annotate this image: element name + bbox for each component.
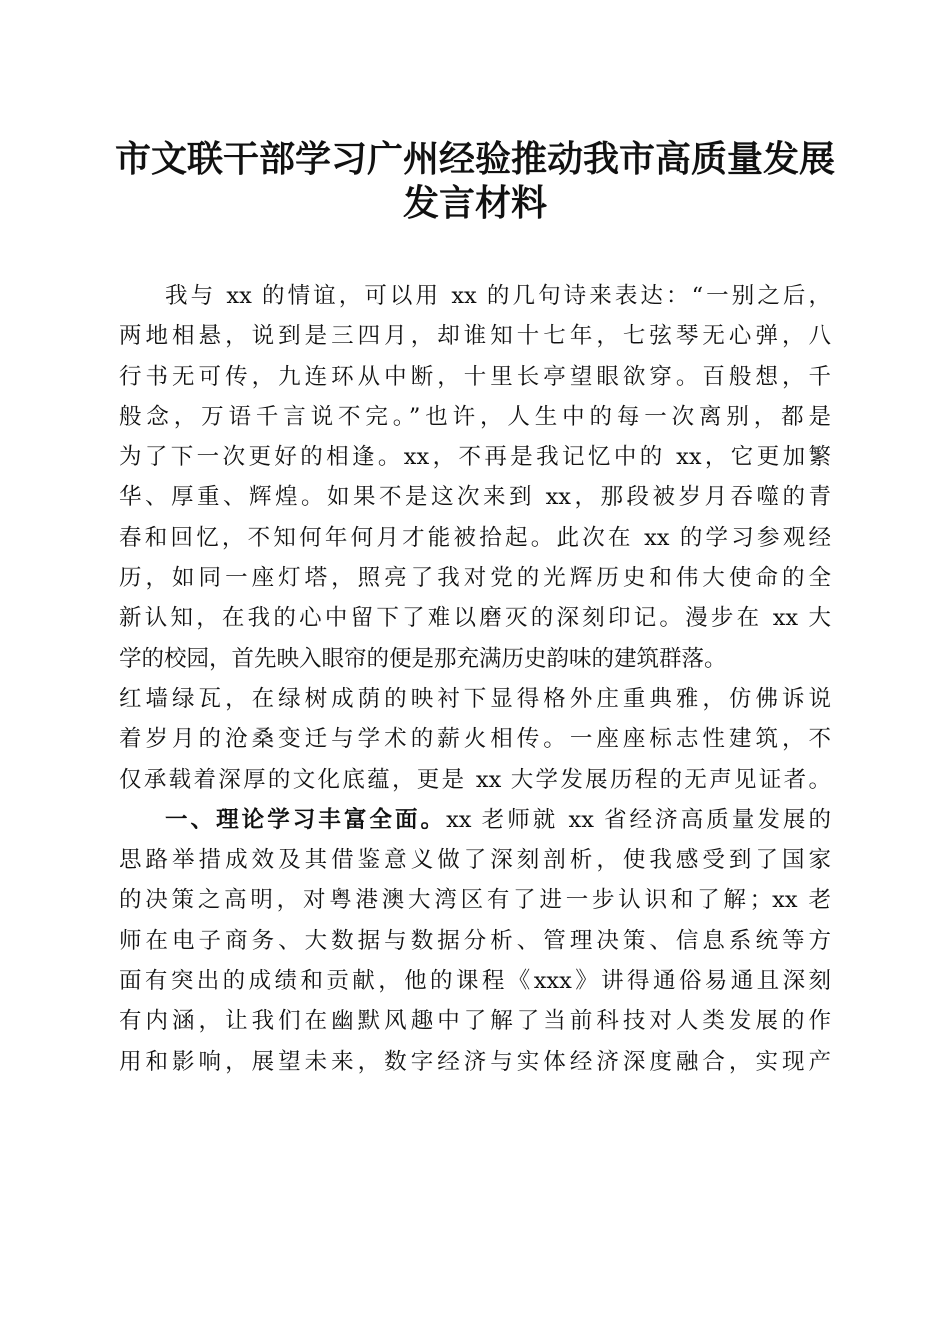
text-line: 着岁月的沧桑变迁与学术的薪火相传。一座座标志性建筑，不 xyxy=(119,726,831,753)
text-line: 学的校园，首先映入眼帘的便是那充满历史韵味的建筑群落。 xyxy=(119,645,727,672)
text-line: 新认知，在我的心中留下了难以磨灭的深刻印记。漫步在 xx 大 xyxy=(119,605,831,632)
text-line: 面有突出的成绩和贡献，他的课程《xxx》讲得通俗易通且深刻 xyxy=(119,968,831,995)
paragraph-intro xyxy=(119,276,831,800)
text-line: 华、厚重、辉煌。如果不是这次来到 xx，那段被岁月吞噬的青 xyxy=(119,484,831,511)
text-line: 红墙绿瓦，在绿树成荫的映衬下显得格外庄重典雅，仿佛诉说 xyxy=(119,685,831,712)
section-heading: 一、理论学习丰富全面。 xyxy=(165,806,447,833)
text-line: 春和回忆，不知何年何月才能被拾起。此次在 xx 的学习参观经 xyxy=(119,524,831,551)
paragraph-section-1 xyxy=(119,800,831,1082)
text-line: 般念，万语千言说不完。”也许，人生中的每一次离别，都是 xyxy=(119,403,831,430)
text-line: 思路举措成效及其借鉴意义做了深刻剖析，使我感受到了国家 xyxy=(119,847,831,874)
text-line: 用和影响，展望未来，数字经济与实体经济深度融合，实现产 xyxy=(119,1048,831,1075)
text-line: 我与 xx 的情谊，可以用 xx 的几句诗来表达：“一别之后， xyxy=(165,283,831,309)
text-line: 的决策之高明，对粤港澳大湾区有了进一步认识和了解；xx 老 xyxy=(119,887,831,914)
text-line: 师在电子商务、大数据与数据分析、管理决策、信息系统等方 xyxy=(119,927,831,954)
document-body xyxy=(119,276,831,1082)
text-line: 两地相悬，说到是三四月，却谁知十七年，七弦琴无心弹，八 xyxy=(119,323,831,350)
text-line: 为了下一次更好的相逢。xx，不再是我记忆中的 xx，它更加繁 xyxy=(119,444,831,471)
document-title-line-2: 发言材料 xyxy=(402,183,547,224)
section-1-first-line xyxy=(119,800,831,840)
text-line: 历，如同一座灯塔，照亮了我对党的光辉历史和伟大使命的全 xyxy=(119,565,831,592)
section-1-first-line-text: xx 老师就 xx 省经济高质量发展的 xyxy=(446,806,831,833)
document-title-line-1: 市文联干部学习广州经验推动我市高质量发展 xyxy=(114,139,835,180)
text-line: 仅承载着深厚的文化底蕴，更是 xx 大学发展历程的无声见证者。 xyxy=(119,766,831,793)
text-line: 行书无可传，九连环从中断，十里长亭望眼欲穿。百般想，千 xyxy=(119,363,831,390)
text-line: 有内涵，让我们在幽默风趣中了解了当前科技对人类发展的作 xyxy=(119,1008,831,1035)
